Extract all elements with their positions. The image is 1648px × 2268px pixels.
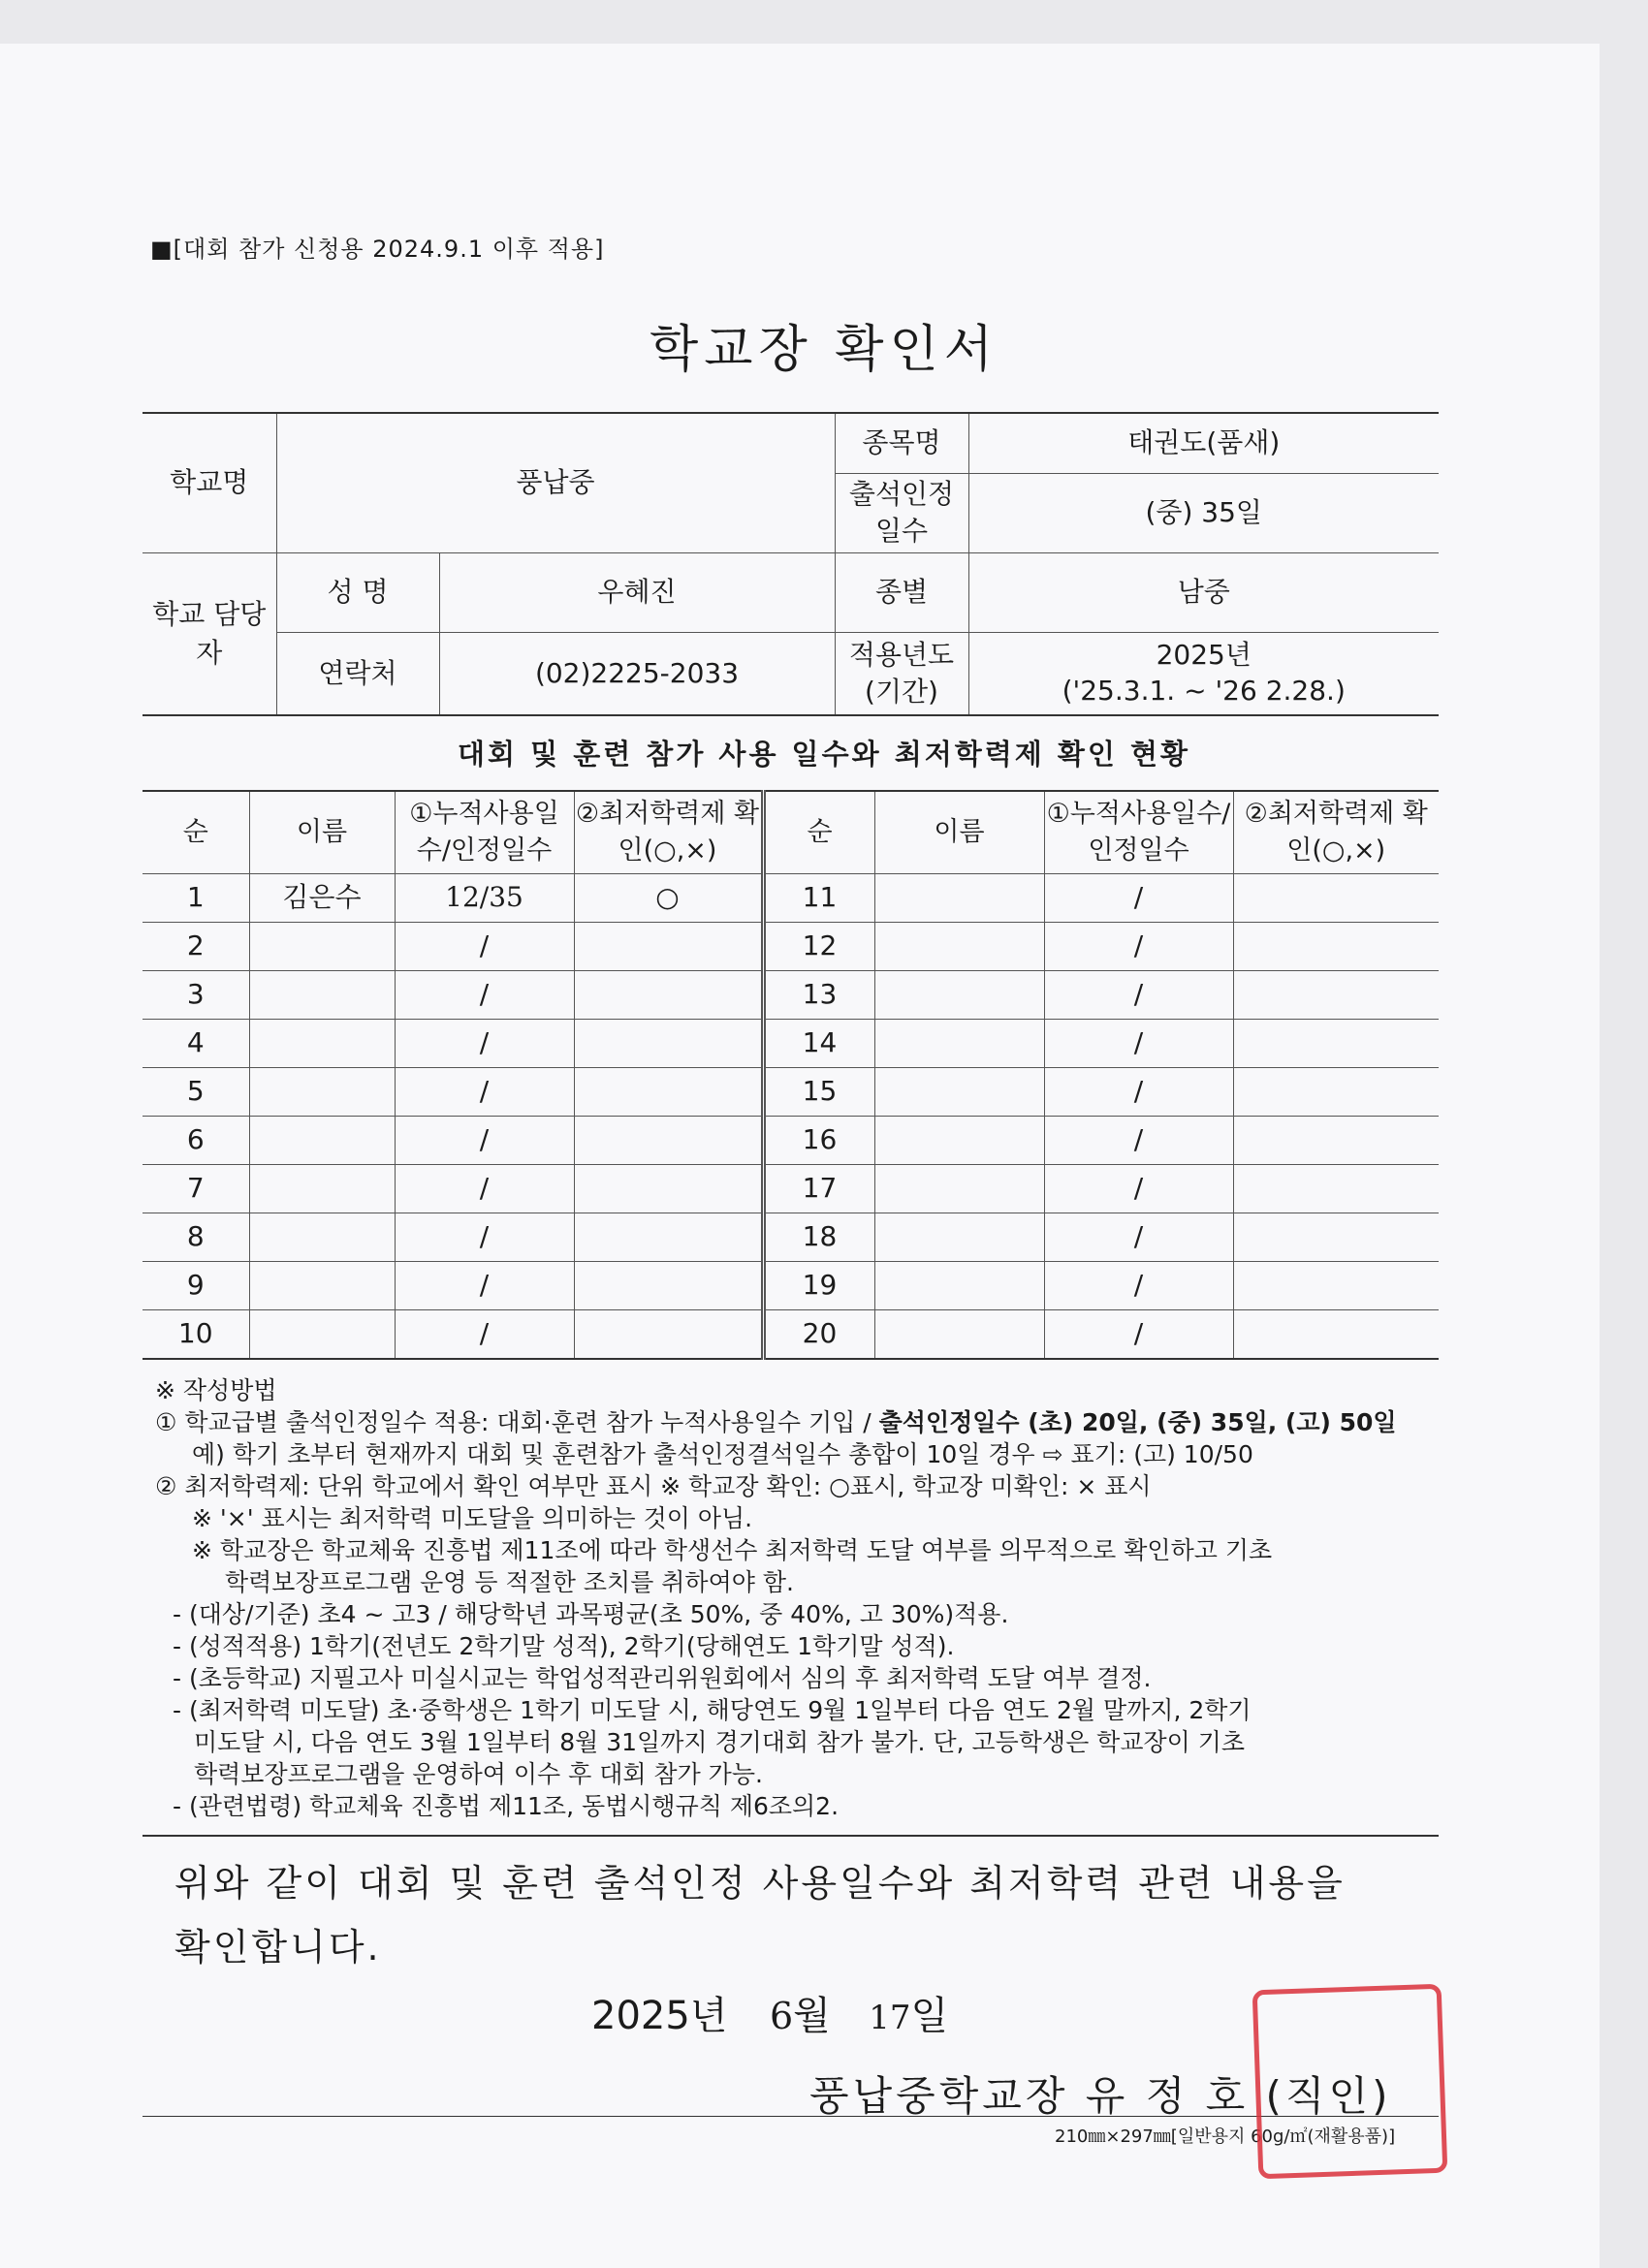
year-value: 2025년 [1156, 639, 1252, 672]
row-days: / [395, 1213, 574, 1262]
school-value: 풍납중 [276, 413, 835, 552]
row-name [249, 1165, 395, 1213]
staff-label: 학교 담당자 [143, 552, 276, 715]
row-no-2: 15 [763, 1068, 874, 1117]
row-days-2: / [1044, 1262, 1233, 1310]
note-2: ② 최저학력제: 단위 학교에서 확인 여부만 표시 ※ 학교장 확인: ○표시, 학교장 미확인: × 표시 [155, 1472, 1152, 1500]
row-days-2: / [1044, 1068, 1233, 1117]
col-header-name-2: 이름 [874, 791, 1044, 874]
table-row [143, 874, 1439, 923]
row-no-2: 16 [763, 1117, 874, 1165]
row-name-2 [874, 1262, 1044, 1310]
table-row [143, 1213, 1439, 1262]
row-academic [574, 1068, 763, 1117]
row-days: / [395, 1310, 574, 1360]
row-name [249, 1068, 395, 1117]
row-academic-2 [1233, 1213, 1439, 1262]
row-name [249, 1020, 395, 1068]
note-detail-5: - (관련법령) 학교체육 진흥법 제11조, 동법시행규칙 제6조의2. [173, 1792, 840, 1820]
row-days-2: / [1044, 874, 1233, 923]
table-row [143, 971, 1439, 1020]
period-value: ('25.3.1. ~ '26 2.28.) [1062, 674, 1346, 707]
row-no: 1 [143, 874, 249, 923]
row-no-2: 19 [763, 1262, 874, 1310]
year-cell [968, 632, 1439, 715]
table-row [143, 1262, 1439, 1310]
row-no: 3 [143, 971, 249, 1020]
principal-signature: 풍납중학교장 유 정 호 (직인) [809, 2072, 1392, 2120]
row-days: / [395, 1165, 574, 1213]
row-academic [574, 1262, 763, 1310]
row-academic-2 [1233, 1020, 1439, 1068]
date-month: 6 [769, 1995, 794, 2037]
row-days-2: / [1044, 1117, 1233, 1165]
row-no-2: 13 [763, 971, 874, 1020]
row-no-2: 11 [763, 874, 874, 923]
row-academic-2 [1233, 1117, 1439, 1165]
note-detail-1: - (대상/기준) 초4 ~ 고3 / 해당학년 과목평균(초 50%, 중 40%, 고 30%)적용. [173, 1600, 1009, 1628]
col-header-days-2: ①누적사용일수/인정일수 [1044, 791, 1233, 874]
col-header-name: 이름 [249, 791, 395, 874]
staff-name-value: 우혜진 [439, 552, 835, 632]
writing-instructions [155, 1374, 1444, 1822]
col-header-no: 순 [143, 791, 249, 874]
row-days-2: / [1044, 1310, 1233, 1360]
row-name-2 [874, 1020, 1044, 1068]
row-academic [574, 923, 763, 971]
date-month-unit: 월 [793, 1994, 831, 2038]
row-no: 5 [143, 1068, 249, 1117]
row-no-2: 17 [763, 1165, 874, 1213]
row-academic-2 [1233, 971, 1439, 1020]
row-academic [574, 1310, 763, 1360]
row-no-2: 18 [763, 1213, 874, 1262]
form-header-note: ■[대회 참가 신청용 2024.9.1 이후 적용] [150, 236, 605, 263]
col-header-academic-2: ②최저학력제 확인(○,×) [1233, 791, 1439, 874]
table-body [143, 874, 1439, 1360]
row-name-2 [874, 1165, 1044, 1213]
row-name-2 [874, 1213, 1044, 1262]
sport-label: 종목명 [835, 413, 968, 473]
row-academic-2 [1233, 1310, 1439, 1360]
contact-label: 연락처 [276, 632, 439, 715]
row-name [249, 923, 395, 971]
row-days-2: / [1044, 971, 1233, 1020]
row-academic-2 [1233, 1068, 1439, 1117]
contact-value: (02)2225-2033 [439, 632, 835, 715]
note-2-sub-2-cont: 학력보장프로그램 운영 등 적절한 조치를 취하여야 함. [225, 1568, 794, 1596]
row-days: / [395, 1020, 574, 1068]
row-no-2: 20 [763, 1310, 874, 1360]
row-no-2: 12 [763, 923, 874, 971]
row-days-2: / [1044, 923, 1233, 971]
official-seal-stamp [1252, 1984, 1448, 2180]
table-row [143, 1117, 1439, 1165]
table-row [143, 1020, 1439, 1068]
col-header-no-2: 순 [763, 791, 874, 874]
table-row [143, 1068, 1439, 1117]
date-day: 17 [869, 1999, 911, 2037]
date-day-unit: 일 [910, 1994, 949, 2038]
row-name [249, 1310, 395, 1360]
row-days: 12/35 [395, 874, 574, 923]
note-1-text: ① 학교급별 출석인정일수 적용: 대회·훈련 참가 누적사용일수 기입 / [155, 1408, 879, 1436]
table-row [143, 1165, 1439, 1213]
confirmation-text [174, 1851, 1346, 1979]
row-name [249, 971, 395, 1020]
row-academic [574, 1117, 763, 1165]
note-detail-4: - (최저학력 미도달) 초·중학생은 1학기 미도달 시, 해당연도 9월 1일부터 다음 연도 2월 말까지, 2학기 [173, 1696, 1252, 1724]
row-name-2 [874, 1310, 1044, 1360]
row-no: 4 [143, 1020, 249, 1068]
row-academic: ○ [574, 874, 763, 923]
row-academic-2 [1233, 1262, 1439, 1310]
row-days: / [395, 1117, 574, 1165]
row-academic-2 [1233, 923, 1439, 971]
confirmation-line-2: 확인합니다. [174, 1926, 382, 1969]
gender-label: 종별 [835, 552, 968, 632]
row-name [249, 1213, 395, 1262]
note-2-sub-1: ※ '×' 표시는 최저학력 미도달을 의미하는 것이 아님. [192, 1504, 753, 1532]
row-days: / [395, 1068, 574, 1117]
row-academic [574, 1020, 763, 1068]
row-name: 김은수 [249, 874, 395, 923]
date-year: 2025년 [591, 1994, 728, 2038]
row-name [249, 1262, 395, 1310]
row-no-2: 14 [763, 1020, 874, 1068]
notes-heading: ※ 작성방법 [155, 1376, 277, 1404]
note-1-example: 예) 학기 초부터 현재까지 대회 및 훈련참가 출석인정결석일수 총합이 10일 경우 ⇨ 표기: (고) 10/50 [192, 1440, 1253, 1468]
row-name-2 [874, 1068, 1044, 1117]
sport-value: 태권도(품새) [968, 413, 1439, 473]
table-header-row [143, 791, 1439, 874]
note-detail-4-cont: 미도달 시, 다음 연도 3월 1일부터 8월 31일까지 경기대회 참가 불가. 단, 고등학생은 학교장이 기초 [194, 1728, 1246, 1756]
year-label: 적용년도 (기간) [835, 632, 968, 715]
row-days: / [395, 971, 574, 1020]
row-name-2 [874, 923, 1044, 971]
row-no: 8 [143, 1213, 249, 1262]
note-detail-3: - (초등학교) 지필고사 미실시교는 학업성적관리위원회에서 심의 후 최저학력 도달 여부 결정. [173, 1664, 1152, 1692]
row-days-2: / [1044, 1020, 1233, 1068]
school-info-table [143, 412, 1439, 716]
attend-days-label: 출석인정 일수 [835, 473, 968, 552]
row-name-2 [874, 1117, 1044, 1165]
row-days-2: / [1044, 1165, 1233, 1213]
row-academic [574, 1213, 763, 1262]
participation-status-table [143, 790, 1439, 1360]
row-no: 6 [143, 1117, 249, 1165]
row-name-2 [874, 874, 1044, 923]
note-1-emphasis: 출석인정일수 (초) 20일, (중) 35일, (고) 50일 [878, 1408, 1397, 1436]
note-detail-2: - (성적적용) 1학기(전년도 2학기말 성적), 2학기(당해연도 1학기말 성적). [173, 1632, 955, 1660]
row-name [249, 1117, 395, 1165]
row-days: / [395, 923, 574, 971]
note-detail-4-cont-2: 학력보장프로그램을 운영하여 이수 후 대회 참가 가능. [194, 1760, 763, 1788]
note-2-sub-2: ※ 학교장은 학교체육 진흥법 제11조에 따라 학생선수 최저학력 도달 여부를 의무적으로 확인하고 기초 [192, 1536, 1273, 1564]
row-no: 9 [143, 1262, 249, 1310]
divider-bottom [143, 2116, 1439, 2117]
col-header-academic: ②최저학력제 확인(○,×) [574, 791, 763, 874]
row-name-2 [874, 971, 1044, 1020]
row-days: / [395, 1262, 574, 1310]
row-no: 10 [143, 1310, 249, 1360]
document-title: 학교장 확인서 [650, 321, 998, 379]
row-no: 2 [143, 923, 249, 971]
school-label: 학교명 [143, 413, 276, 552]
staff-name-label: 성 명 [276, 552, 439, 632]
note-1 [155, 1406, 1444, 1438]
table-row [143, 1310, 1439, 1360]
section-title: 대회 및 훈련 참가 사용 일수와 최저학력제 확인 현황 [457, 738, 1191, 771]
row-no: 7 [143, 1165, 249, 1213]
gender-value: 남중 [968, 552, 1439, 632]
row-academic-2 [1233, 874, 1439, 923]
attend-days-value: (중) 35일 [968, 473, 1439, 552]
issue-date [591, 1985, 948, 2040]
paper-spec-note: 210㎜×297㎜[일반용지 60g/㎡(재활용품)] [1055, 2126, 1396, 2147]
row-academic-2 [1233, 1165, 1439, 1213]
row-academic [574, 971, 763, 1020]
divider-top [143, 1835, 1439, 1837]
row-academic [574, 1165, 763, 1213]
row-days-2: / [1044, 1213, 1233, 1262]
table-row [143, 923, 1439, 971]
confirmation-line-1: 위와 같이 대회 및 훈련 출석인정 사용일수와 최저학력 관련 내용을 [174, 1862, 1346, 1905]
col-header-days: ①누적사용일수/인정일수 [395, 791, 574, 874]
